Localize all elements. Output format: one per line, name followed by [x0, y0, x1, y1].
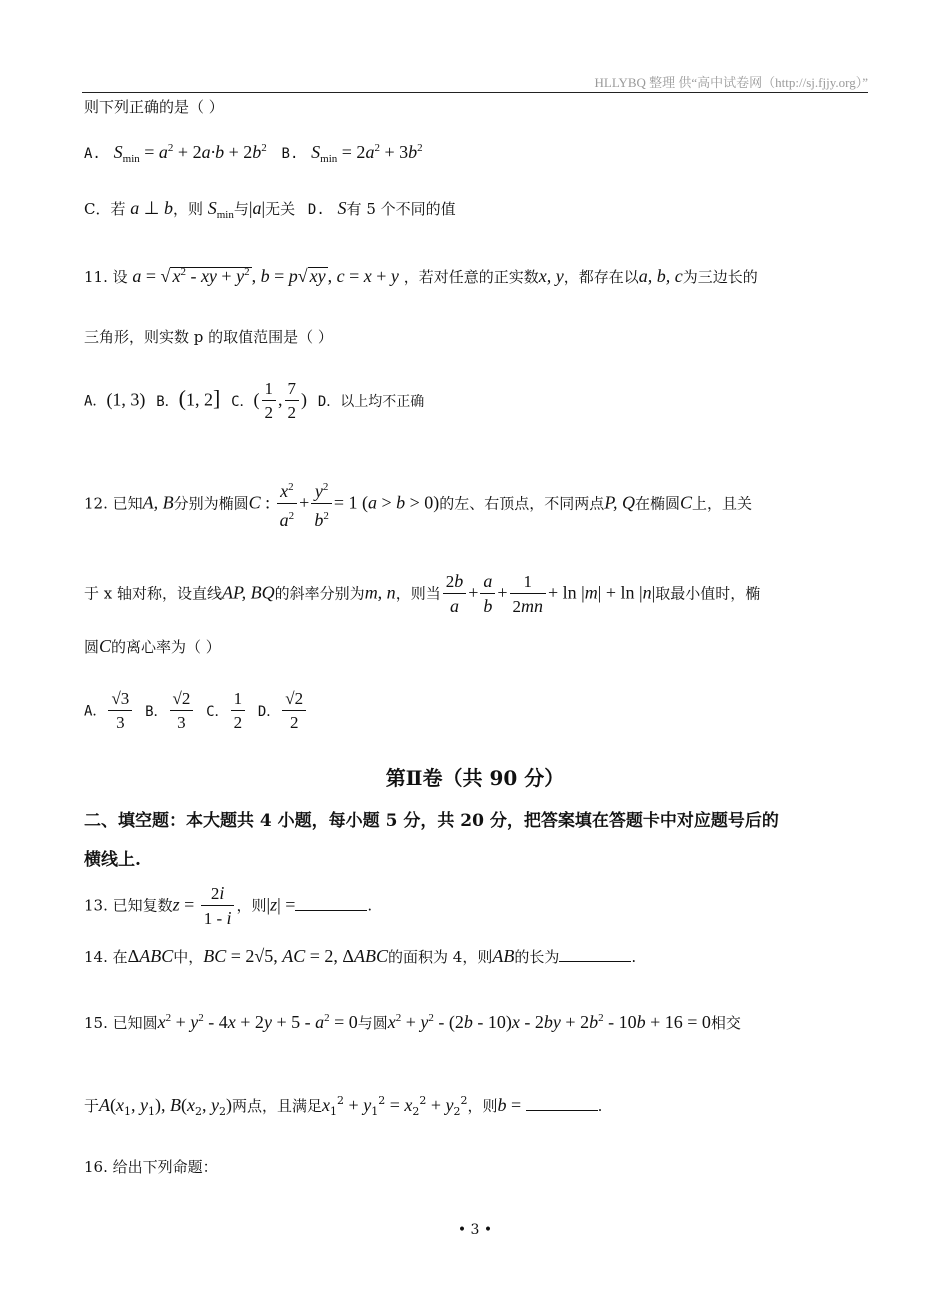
q10-options-ab: A. $S_{min} = a^2 + 2a\cdot b + 2b^2$ B. $S_{min} = 2a^2 + 3b^2$ — [84, 142, 423, 165]
q12-text: 分别为椭圆 — [173, 494, 249, 513]
q12-line2: 于 x 轴对称，设直线AP, BQ的斜率分别为m, n，则当 $\frac{2b}{a}$ + $\frac{a}{b}$ + $\frac{1}{2mn}$ + ln |m| + ln |n|取最小值时，椭 — [84, 571, 761, 616]
q11-option-d: D．以上均不正确 — [317, 393, 425, 410]
q11-option-b-label: B． — [156, 393, 179, 410]
q11-text: ，若对任意的正实数 — [403, 268, 539, 286]
q12-number: 12. 已知 — [84, 494, 143, 513]
q13-answer-blank[interactable] — [295, 896, 367, 911]
q12-line2-text4: 取最小值时，椭 — [655, 584, 761, 603]
q14-answer-blank[interactable] — [559, 947, 631, 962]
q12-text2: 的左、右顶点，不同两点 — [439, 494, 605, 513]
q12-text4: 上，且关 — [692, 494, 753, 513]
q15-text: 与圆 — [357, 1014, 388, 1032]
q10-option-c-label: C．若 — [84, 200, 126, 218]
q13-dot: . — [367, 896, 373, 915]
q10-stem: 则下列正确的是（ ） — [84, 98, 224, 116]
q15-text2: 相交 — [710, 1014, 741, 1032]
q12-line3: 圆C的离心率为（ ） — [84, 636, 221, 656]
page-number: • 3 • — [457, 1222, 493, 1238]
header-text: HLLYBQ 整理 供“高中试卷网（http://sj.fjjy.org）” — [594, 75, 868, 90]
section-title: 第Ⅱ卷（共 90 分） — [385, 766, 565, 790]
q15-answer-blank[interactable] — [526, 1096, 598, 1111]
q16-stem: 16. 给出下列命题： — [84, 1158, 218, 1176]
q12-option-a-label: A． — [84, 703, 107, 720]
q13: 13. 已知复数z = $\frac{2i}{1 - i}$ ，则|z| = . — [84, 883, 373, 928]
q12-line2-text: 于 x 轴对称，设直线 — [84, 584, 222, 603]
q10-option-b-label: B. — [281, 146, 299, 162]
q12-stem: 12. 已知A, B分别为椭圆C : $\frac{x^2}{a^2}$ + $\frac{y^2}{b^2}$ = 1 (a > b > 0)的左、右顶点，不同两点P, Q在椭圆C上，且关 — [84, 476, 752, 533]
q10-c-text3: 无关 — [265, 200, 296, 218]
q13-number: 13. 已知复数 — [84, 896, 173, 915]
q15: 15. 已知圆$x^2 + y^2 - 4x + 2y + 5 - a^2 = 0$与圆$x^2 + y^2 - (2b - 10)x - 2by + 2b^2 - 10b + 16 = 0$相交 — [84, 1012, 741, 1032]
q12-options: A． $\frac{√3}{3}$ B． $\frac{√2}{3}$ C． $\frac{1}{2}$ D． $\frac{√2}{2}$ — [84, 688, 308, 735]
q11-option-a-label: A． — [84, 393, 107, 410]
q12-line2-text3: ，则当 — [395, 584, 441, 603]
q11-option-c-label: C． — [231, 393, 254, 410]
q12-line3-text2: 的离心率为（ ） — [111, 638, 221, 656]
q14-text2: 的面积为 4，则 — [388, 948, 493, 966]
q12-line3-text: 圆 — [84, 638, 100, 656]
q11-text2: ，都存在以 — [563, 268, 639, 286]
section-heading-line2: 横线上. — [84, 850, 141, 870]
q11-options: A．(1, 3) B．(1, 2] C．( $\frac{1}{2}$ , $\frac{7}{2}$ ) D．以上均不正确 — [84, 379, 425, 422]
q10-option-a-label: A. — [84, 146, 101, 162]
q14-text3: 的长为 — [514, 948, 560, 966]
section-heading-line1: 二、填空题：本大题共 4 小题，每小题 5 分，共 20 分，把答案填在答题卡中对应题号后的 — [84, 811, 779, 831]
q15-dot: . — [597, 1097, 603, 1115]
q11-text3: 为三边长的 — [682, 268, 758, 286]
q10-d-text: 有 5 个不同的值 — [346, 200, 456, 218]
q14-number: 14. 在 — [84, 948, 128, 966]
q12-option-b-label: B． — [145, 703, 168, 720]
q14-text: 中， — [173, 948, 204, 966]
page-header — [82, 70, 868, 93]
q12-option-c-label: C． — [206, 703, 229, 720]
q10-c-text2: 与 — [233, 200, 249, 218]
q15-line2-text3: ，则 — [467, 1097, 498, 1115]
q10-option-d-label: D. — [307, 202, 325, 218]
q13-text: ，则 — [236, 896, 267, 915]
q11-stem: 11. 设 a = √ $x^2$ - xy + $y^2$ , b = p√ xy , c = x + y ，若对任意的正实数x, y，都存在以a, b, c为三边长的 — [84, 266, 758, 286]
q15-number: 15. 已知圆 — [84, 1014, 158, 1032]
q10-c-text: ，则 — [172, 200, 203, 218]
q12-line2-text2: 的斜率分别为 — [274, 584, 365, 603]
q14: 14. 在ΔABC中，BC = 2√5, AC = 2, ΔABC的面积为 4，则AB的长为 . — [84, 946, 637, 966]
q11-number: 11. 设 — [84, 268, 128, 286]
q12-option-d-label: D． — [257, 703, 281, 720]
q15-line2: 于$A(x_1$, $y_1$), $B(x_2$, $y_2$)两点，且满足$x_1^2 + y_1^2 = x_2^2 + y_2^2$，则b = . — [84, 1094, 603, 1118]
q10-options-cd: C．若 a ⊥ b，则 $S_{min}$与|a|无关 D. S有 5 个不同的值 — [84, 198, 456, 221]
q15-line2-text2: 两点，且满足 — [232, 1097, 323, 1115]
q11-line2: 三角形，则实数 p 的取值范围是（ ） — [84, 328, 333, 346]
q15-line2-text: 于 — [84, 1097, 100, 1115]
q12-text3: 在椭圆 — [635, 494, 681, 513]
q14-dot: . — [631, 948, 637, 966]
